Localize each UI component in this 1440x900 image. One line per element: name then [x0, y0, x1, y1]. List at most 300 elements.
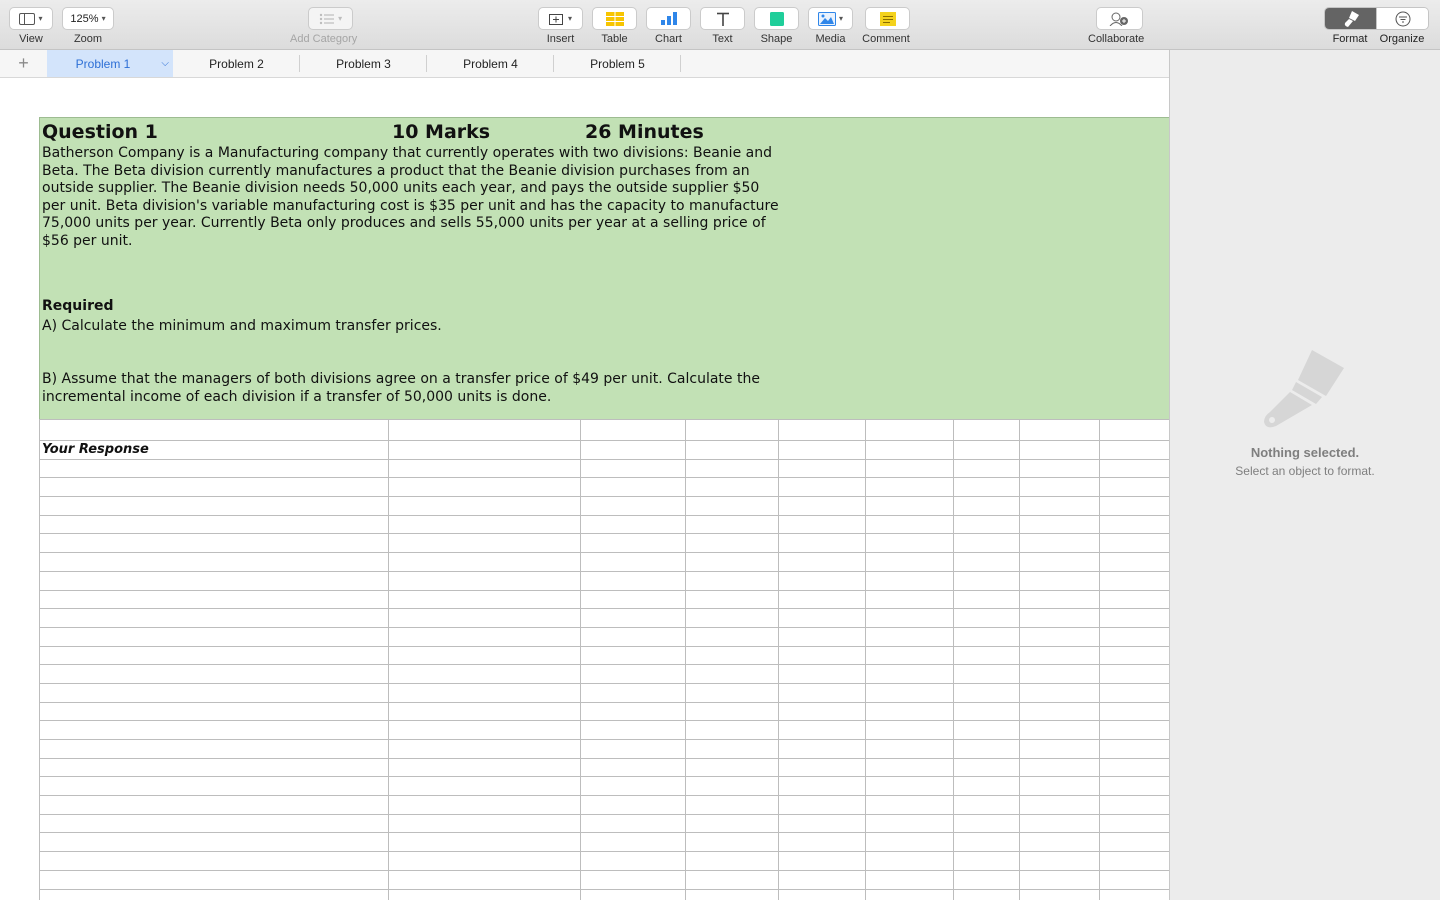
table-cell[interactable]	[40, 777, 389, 796]
table-cell[interactable]	[686, 870, 779, 889]
table-cell[interactable]	[779, 852, 866, 871]
table-cell[interactable]	[389, 553, 581, 572]
zoom-select[interactable]	[62, 7, 114, 30]
add-category-tool[interactable]	[290, 7, 357, 45]
table-cell[interactable]	[581, 590, 686, 609]
table-row	[40, 459, 1170, 478]
table-cell[interactable]	[866, 665, 954, 684]
table-cell[interactable]	[1100, 702, 1170, 721]
nothing-selected-hint: Select an object to format.	[1235, 464, 1375, 478]
table-cell[interactable]	[954, 534, 1020, 553]
add-sheet-button[interactable]	[0, 50, 47, 77]
collaborate-label: Collaborate	[1088, 33, 1145, 45]
table-cell[interactable]	[1020, 683, 1100, 702]
table-cell[interactable]	[389, 870, 581, 889]
table-cell[interactable]	[954, 420, 1020, 441]
table-cell[interactable]	[686, 796, 779, 815]
table-cell[interactable]	[581, 497, 686, 516]
table-cell[interactable]	[954, 646, 1020, 665]
table-cell[interactable]	[779, 870, 866, 889]
shape-button[interactable]	[754, 7, 799, 30]
table-cell[interactable]	[686, 814, 779, 833]
table-cell[interactable]	[389, 852, 581, 871]
table-cell[interactable]	[1100, 870, 1170, 889]
table-cell[interactable]	[1100, 441, 1170, 460]
add-category-button[interactable]	[308, 7, 353, 30]
table-cell[interactable]	[954, 758, 1020, 777]
table-cell[interactable]	[954, 683, 1020, 702]
table-cell[interactable]	[954, 833, 1020, 852]
table-cell[interactable]	[779, 534, 866, 553]
table-cell[interactable]	[779, 721, 866, 740]
tab-label: Problem 2	[209, 56, 264, 71]
table-cell[interactable]	[1020, 702, 1100, 721]
table-cell[interactable]	[779, 777, 866, 796]
chevron-down-icon: ▾	[338, 14, 343, 23]
table-cell[interactable]	[866, 515, 954, 534]
table-cell[interactable]	[1100, 609, 1170, 628]
table-cell[interactable]	[954, 796, 1020, 815]
question-text-box[interactable]	[39, 117, 1169, 419]
table-cell[interactable]	[1100, 721, 1170, 740]
table-cell[interactable]	[1020, 459, 1100, 478]
table-cell[interactable]	[1100, 796, 1170, 815]
table-cell[interactable]	[1020, 852, 1100, 871]
chevron-down-icon: ▾	[567, 14, 572, 23]
table-cell[interactable]	[779, 796, 866, 815]
table-cell[interactable]	[686, 515, 779, 534]
table-cell[interactable]	[389, 721, 581, 740]
table-cell[interactable]	[686, 627, 779, 646]
table-cell[interactable]	[866, 497, 954, 516]
required-heading: Required	[42, 298, 114, 314]
table-cell[interactable]	[866, 702, 954, 721]
table-cell[interactable]	[1100, 478, 1170, 497]
table-cell[interactable]	[1100, 646, 1170, 665]
table-cell[interactable]	[1020, 590, 1100, 609]
media-button[interactable]	[808, 7, 853, 30]
table-cell[interactable]	[779, 515, 866, 534]
table-cell[interactable]	[40, 740, 389, 759]
table-cell[interactable]	[866, 441, 954, 460]
insert-tool[interactable]	[538, 7, 583, 45]
table-cell[interactable]	[686, 553, 779, 572]
table-cell[interactable]	[389, 459, 581, 478]
table-cell[interactable]	[1100, 590, 1170, 609]
table-cell[interactable]	[686, 889, 779, 900]
table-cell[interactable]	[1020, 571, 1100, 590]
table-cell[interactable]	[389, 665, 581, 684]
table-cell[interactable]	[389, 515, 581, 534]
table-cell[interactable]	[581, 515, 686, 534]
table-cell[interactable]	[686, 459, 779, 478]
table-cell[interactable]	[1100, 627, 1170, 646]
table-cell[interactable]	[1100, 515, 1170, 534]
table-cell[interactable]	[40, 721, 389, 740]
table-cell[interactable]	[1100, 459, 1170, 478]
text-label: Text	[712, 33, 733, 45]
table-cell[interactable]	[581, 609, 686, 628]
table-cell[interactable]	[581, 796, 686, 815]
table-cell[interactable]	[686, 721, 779, 740]
table-cell[interactable]	[779, 683, 866, 702]
comment-button[interactable]	[865, 7, 910, 30]
paintbrush-icon	[1262, 346, 1348, 430]
table-cell[interactable]	[779, 758, 866, 777]
table-cell[interactable]	[1020, 758, 1100, 777]
table-cell[interactable]	[581, 870, 686, 889]
table-cell[interactable]	[1020, 814, 1100, 833]
table-cell[interactable]	[40, 627, 389, 646]
inspector-segmented-control[interactable]	[1324, 7, 1429, 30]
table-cell[interactable]	[1100, 553, 1170, 572]
table-row	[40, 777, 1170, 796]
table-cell[interactable]	[40, 459, 389, 478]
insert-label: Insert	[546, 33, 575, 45]
organize-label: Organize	[1379, 33, 1425, 45]
table-cell[interactable]	[1020, 796, 1100, 815]
table-cell[interactable]	[866, 420, 954, 441]
table-cell[interactable]	[40, 497, 389, 516]
table-cell[interactable]	[581, 852, 686, 871]
table-cell[interactable]	[686, 497, 779, 516]
table-row	[40, 515, 1170, 534]
table-cell[interactable]	[686, 777, 779, 796]
table-row	[40, 609, 1170, 628]
table-cell[interactable]	[686, 441, 779, 460]
table-cell[interactable]	[866, 627, 954, 646]
sheet-tab-bar	[0, 50, 1169, 78]
table-button[interactable]	[592, 7, 637, 30]
table-cell[interactable]	[866, 758, 954, 777]
table-cell[interactable]	[389, 758, 581, 777]
table-cell[interactable]	[866, 646, 954, 665]
shape-tool[interactable]	[754, 7, 799, 45]
table-cell[interactable]	[1020, 833, 1100, 852]
add-person-icon	[1109, 12, 1129, 26]
table-cell[interactable]	[779, 646, 866, 665]
table-cell[interactable]	[581, 683, 686, 702]
table-cell[interactable]	[954, 497, 1020, 516]
table-cell[interactable]	[686, 534, 779, 553]
table-cell[interactable]	[1100, 777, 1170, 796]
view-tool[interactable]	[9, 7, 53, 45]
table-cell[interactable]	[954, 814, 1020, 833]
chart-icon	[661, 12, 677, 25]
table-cell[interactable]	[1020, 889, 1100, 900]
table-cell[interactable]	[389, 571, 581, 590]
your-response-label[interactable]: Your Response	[40, 441, 389, 460]
table-cell[interactable]	[686, 852, 779, 871]
table-cell[interactable]	[40, 609, 389, 628]
table-cell[interactable]	[1020, 721, 1100, 740]
table-cell[interactable]	[779, 814, 866, 833]
table-cell[interactable]	[1100, 665, 1170, 684]
table-cell[interactable]	[40, 833, 389, 852]
table-cell[interactable]	[866, 889, 954, 900]
chevron-down-icon[interactable]: ⌵	[161, 58, 169, 69]
table-cell[interactable]	[866, 721, 954, 740]
response-table[interactable]	[39, 419, 1169, 900]
table-cell[interactable]	[866, 553, 954, 572]
table-cell[interactable]	[1100, 889, 1170, 900]
table-cell[interactable]	[954, 777, 1020, 796]
table-cell[interactable]	[779, 590, 866, 609]
table-cell[interactable]	[1020, 515, 1100, 534]
table-cell[interactable]	[1100, 683, 1170, 702]
table-cell[interactable]	[40, 758, 389, 777]
table-cell[interactable]	[1100, 534, 1170, 553]
plus-icon: +	[18, 53, 29, 73]
table-cell[interactable]	[581, 441, 686, 460]
table-cell[interactable]	[389, 814, 581, 833]
table-cell[interactable]	[779, 665, 866, 684]
table-cell[interactable]	[686, 420, 779, 441]
table-cell[interactable]	[389, 646, 581, 665]
format-button[interactable]	[1325, 8, 1376, 29]
table-cell[interactable]	[866, 459, 954, 478]
table-cell[interactable]	[779, 553, 866, 572]
table-cell[interactable]	[779, 459, 866, 478]
table-cell[interactable]	[1100, 740, 1170, 759]
table-cell[interactable]	[389, 683, 581, 702]
media-tool[interactable]	[808, 7, 853, 45]
tab-divider	[173, 55, 300, 72]
table-cell[interactable]	[1100, 814, 1170, 833]
table-cell[interactable]	[40, 478, 389, 497]
table-cell[interactable]	[1020, 497, 1100, 516]
table-cell[interactable]	[954, 852, 1020, 871]
table-tool[interactable]	[592, 7, 637, 45]
table-cell[interactable]	[389, 609, 581, 628]
table-cell[interactable]	[1020, 627, 1100, 646]
table-cell[interactable]	[1020, 777, 1100, 796]
table-cell[interactable]	[1100, 497, 1170, 516]
table-icon	[606, 12, 624, 26]
table-cell[interactable]	[866, 740, 954, 759]
table-cell[interactable]	[581, 459, 686, 478]
table-cell[interactable]	[389, 702, 581, 721]
table-cell[interactable]	[1020, 646, 1100, 665]
question-body: Batherson Company is a Manufacturing company that currently operates with two divisions: Beanie and Beta. The Beta division currently manufactures a product that the Beanie division purchases from an outside supplier. The Beanie division needs 50,000 units each year, and pays the outside supplier $50 per unit. Beta division's variable manufacturing cost is $35 per unit and has the capacity to manufacture 75,000 units per year. Currently Beta only produces and sells 55,000 units per year at a selling price of $56 per unit.	[42, 145, 779, 249]
table-cell[interactable]	[581, 721, 686, 740]
table-cell[interactable]	[686, 833, 779, 852]
table-cell[interactable]	[866, 777, 954, 796]
table-cell[interactable]	[779, 420, 866, 441]
table-cell[interactable]	[954, 571, 1020, 590]
media-label: Media	[815, 33, 846, 45]
table-cell[interactable]	[40, 889, 389, 900]
table-cell[interactable]	[1100, 420, 1170, 441]
toolbar	[0, 0, 1440, 50]
table-cell[interactable]	[581, 758, 686, 777]
table-cell[interactable]	[1100, 833, 1170, 852]
table-cell[interactable]	[581, 646, 686, 665]
table-cell[interactable]	[866, 796, 954, 815]
table-cell[interactable]	[581, 889, 686, 900]
table-cell[interactable]	[954, 590, 1020, 609]
table-cell[interactable]	[581, 740, 686, 759]
table-cell[interactable]	[686, 740, 779, 759]
collaborate-button[interactable]	[1096, 7, 1143, 30]
table-cell[interactable]	[779, 609, 866, 628]
table-cell[interactable]	[40, 534, 389, 553]
table-cell[interactable]	[866, 683, 954, 702]
table-cell[interactable]	[954, 459, 1020, 478]
organize-button[interactable]	[1376, 8, 1428, 29]
table-cell[interactable]	[581, 420, 686, 441]
table-cell[interactable]	[40, 515, 389, 534]
table-row	[40, 478, 1170, 497]
table-cell[interactable]	[954, 665, 1020, 684]
table-cell[interactable]	[954, 627, 1020, 646]
table-cell[interactable]	[1020, 420, 1100, 441]
table-cell[interactable]	[686, 571, 779, 590]
chart-label: Chart	[655, 33, 682, 45]
table-cell[interactable]	[581, 571, 686, 590]
collaborate-tool[interactable]	[1088, 7, 1144, 45]
table-cell[interactable]	[954, 609, 1020, 628]
table-cell[interactable]	[954, 721, 1020, 740]
table-cell[interactable]	[954, 702, 1020, 721]
table-cell[interactable]	[954, 478, 1020, 497]
table-cell[interactable]	[954, 553, 1020, 572]
table-cell[interactable]	[954, 889, 1020, 900]
table-row	[40, 590, 1170, 609]
table-cell[interactable]	[389, 590, 581, 609]
table-cell[interactable]	[866, 534, 954, 553]
table-cell[interactable]	[954, 740, 1020, 759]
table-cell[interactable]	[1020, 534, 1100, 553]
tab-problem-1[interactable]	[47, 50, 173, 77]
table-cell[interactable]	[866, 833, 954, 852]
table-cell[interactable]	[779, 627, 866, 646]
table-cell[interactable]	[581, 833, 686, 852]
table-cell[interactable]	[779, 441, 866, 460]
view-button[interactable]	[9, 7, 53, 30]
table-cell[interactable]	[686, 609, 779, 628]
table-cell[interactable]	[389, 777, 581, 796]
table-cell[interactable]	[954, 515, 1020, 534]
table-cell[interactable]	[1100, 852, 1170, 871]
table-cell[interactable]	[779, 889, 866, 900]
table-cell[interactable]	[866, 870, 954, 889]
table-cell[interactable]	[686, 590, 779, 609]
table-cell[interactable]	[866, 478, 954, 497]
table-cell[interactable]	[389, 889, 581, 900]
zoom-tool[interactable]	[62, 7, 114, 45]
tab-label: Problem 5	[590, 56, 645, 71]
table-cell[interactable]	[40, 702, 389, 721]
comment-tool[interactable]	[862, 7, 910, 45]
insert-button[interactable]	[538, 7, 583, 30]
table-cell[interactable]	[40, 553, 389, 572]
zoom-value: 125%	[70, 12, 99, 25]
table-cell[interactable]	[866, 571, 954, 590]
image-icon	[818, 12, 836, 26]
table-cell[interactable]	[40, 852, 389, 871]
table-cell[interactable]	[389, 740, 581, 759]
table-cell[interactable]	[686, 758, 779, 777]
table-cell[interactable]	[686, 478, 779, 497]
text-button[interactable]	[700, 7, 745, 30]
tab-divider	[554, 55, 681, 72]
table-cell[interactable]	[389, 796, 581, 815]
table-cell[interactable]	[1020, 609, 1100, 628]
table-cell[interactable]	[40, 796, 389, 815]
table-cell[interactable]	[954, 870, 1020, 889]
chart-tool[interactable]	[646, 7, 691, 45]
table-cell[interactable]	[40, 683, 389, 702]
inspector-switcher[interactable]	[1324, 7, 1429, 45]
table-cell[interactable]	[866, 590, 954, 609]
table-cell[interactable]	[1020, 870, 1100, 889]
table-cell[interactable]	[866, 609, 954, 628]
table-cell[interactable]	[779, 478, 866, 497]
text-icon	[716, 12, 730, 26]
table-cell[interactable]	[954, 441, 1020, 460]
table-cell[interactable]	[581, 814, 686, 833]
table-cell[interactable]	[389, 420, 581, 441]
table-cell[interactable]	[581, 702, 686, 721]
table-cell[interactable]	[1020, 740, 1100, 759]
table-cell[interactable]	[581, 665, 686, 684]
table-cell[interactable]	[40, 590, 389, 609]
table-cell[interactable]	[779, 497, 866, 516]
table-cell[interactable]	[779, 740, 866, 759]
table-row	[40, 889, 1170, 900]
text-tool[interactable]	[700, 7, 745, 45]
table-cell[interactable]	[779, 571, 866, 590]
table-cell[interactable]	[1100, 571, 1170, 590]
table-cell[interactable]	[40, 870, 389, 889]
table-cell[interactable]	[40, 571, 389, 590]
shape-icon	[770, 12, 784, 26]
table-cell[interactable]	[1020, 665, 1100, 684]
table-cell[interactable]	[686, 683, 779, 702]
table-cell[interactable]	[1020, 441, 1100, 460]
table-cell[interactable]	[581, 478, 686, 497]
table-cell[interactable]	[779, 833, 866, 852]
table-cell[interactable]	[40, 420, 389, 441]
chart-button[interactable]	[646, 7, 691, 30]
table-cell[interactable]	[40, 814, 389, 833]
table-cell[interactable]	[389, 627, 581, 646]
table-cell[interactable]	[686, 665, 779, 684]
table-cell[interactable]	[581, 627, 686, 646]
table-cell[interactable]	[581, 777, 686, 796]
table-cell[interactable]	[389, 441, 581, 460]
table-cell[interactable]	[40, 646, 389, 665]
sheet-canvas[interactable]	[0, 78, 1169, 900]
table-cell[interactable]	[686, 646, 779, 665]
table-cell[interactable]	[581, 553, 686, 572]
table-cell[interactable]	[1020, 478, 1100, 497]
table-cell[interactable]	[389, 478, 581, 497]
table-cell[interactable]	[40, 665, 389, 684]
table-cell[interactable]	[581, 534, 686, 553]
table-cell[interactable]	[686, 702, 779, 721]
table-cell[interactable]	[389, 833, 581, 852]
table-cell[interactable]	[389, 497, 581, 516]
table-cell[interactable]	[1100, 758, 1170, 777]
table-cell[interactable]	[866, 852, 954, 871]
table-cell[interactable]	[1020, 553, 1100, 572]
table-cell[interactable]	[779, 702, 866, 721]
table-cell[interactable]	[866, 814, 954, 833]
table-cell[interactable]	[389, 534, 581, 553]
chevron-down-icon: ▾	[101, 14, 106, 23]
